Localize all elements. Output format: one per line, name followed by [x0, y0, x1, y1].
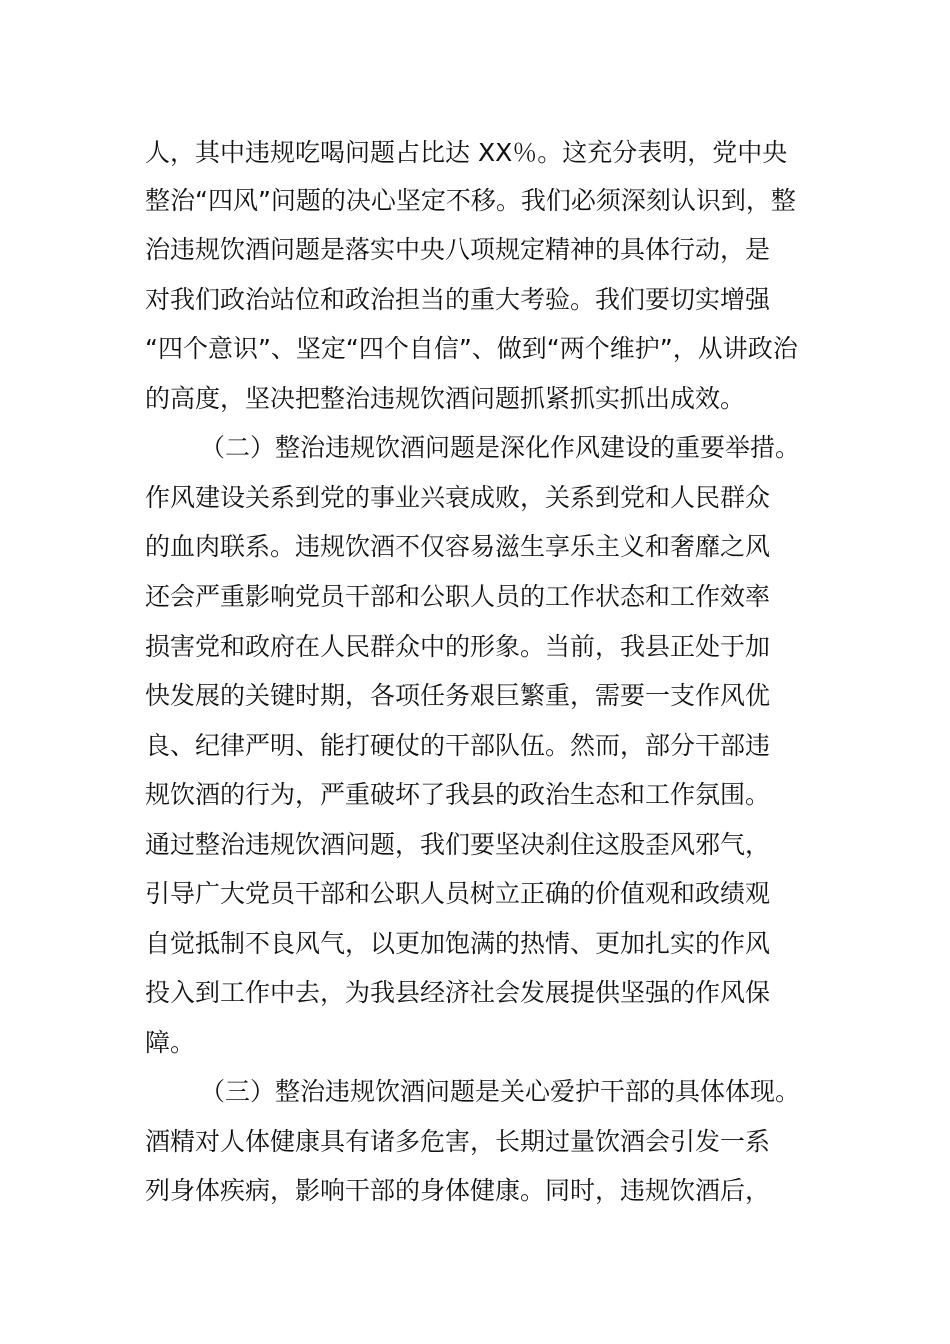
text-line: 的高度，坚决把整治违规饮酒问题抓紧抓实抓出成效。 [145, 384, 746, 413]
text-line: “四个意识”、坚定“四个自信”、做到“两个维护”，从讲政治 [145, 334, 798, 363]
text-line: 自觉抵制不良风气，以更加饱满的热情、更加扎实的作风 [145, 929, 771, 958]
text-line: 损害党和政府在人民群众中的形象。当前，我县正处于加 [145, 632, 771, 661]
text-line: 整治“四风”问题的决心坚定不移。我们必须深刻认识到，整 [145, 186, 796, 215]
text-line: 的血肉联系。违规饮酒不仅容易滋生享乐主义和奢靡之风 [145, 532, 771, 561]
text-line: 人，其中违规吃喝问题占比达 XX％。这充分表明，党中央 [145, 138, 788, 167]
text-line: 对我们政治站位和政治担当的重大考验。我们要切实增强 [145, 285, 771, 314]
text-line: 快发展的关键时期，各项任务艰巨繁重，需要一支作风优 [145, 681, 771, 710]
section-heading-3: （三）整治违规饮酒问题是关心爱护干部的具体体现。 [200, 1077, 801, 1106]
text-line: 良、纪律严明、能打硬仗的干部队伍。然而，部分干部违 [145, 731, 771, 760]
text-line: 列身体疾病，影响干部的身体健康。同时，违规饮酒后， [145, 1176, 771, 1205]
text-line: 治违规饮酒问题是落实中央八项规定精神的具体行动，是 [145, 235, 771, 264]
section-heading-2: （二）整治违规饮酒问题是深化作风建设的重要举措。 [200, 433, 801, 462]
text-line: 酒精对人体健康具有诸多危害，长期过量饮酒会引发一系 [145, 1127, 771, 1156]
text-line: 规饮酒的行为，严重破坏了我县的政治生态和工作氛围。 [145, 780, 771, 809]
text-line: 引导广大党员干部和公职人员树立正确的价值观和政绩观 [145, 879, 771, 908]
text-line: 投入到工作中去，为我县经济社会发展提供坚强的作风保 [145, 978, 771, 1007]
text-line: 作风建设关系到党的事业兴衰成败，关系到党和人民群众 [145, 483, 771, 512]
text-line: 还会严重影响党员干部和公职人员的工作状态和工作效率 [145, 582, 771, 611]
text-line: 障。 [145, 1028, 196, 1057]
text-line: 通过整治违规饮酒问题，我们要坚决刹住这股歪风邪气， [145, 830, 771, 859]
